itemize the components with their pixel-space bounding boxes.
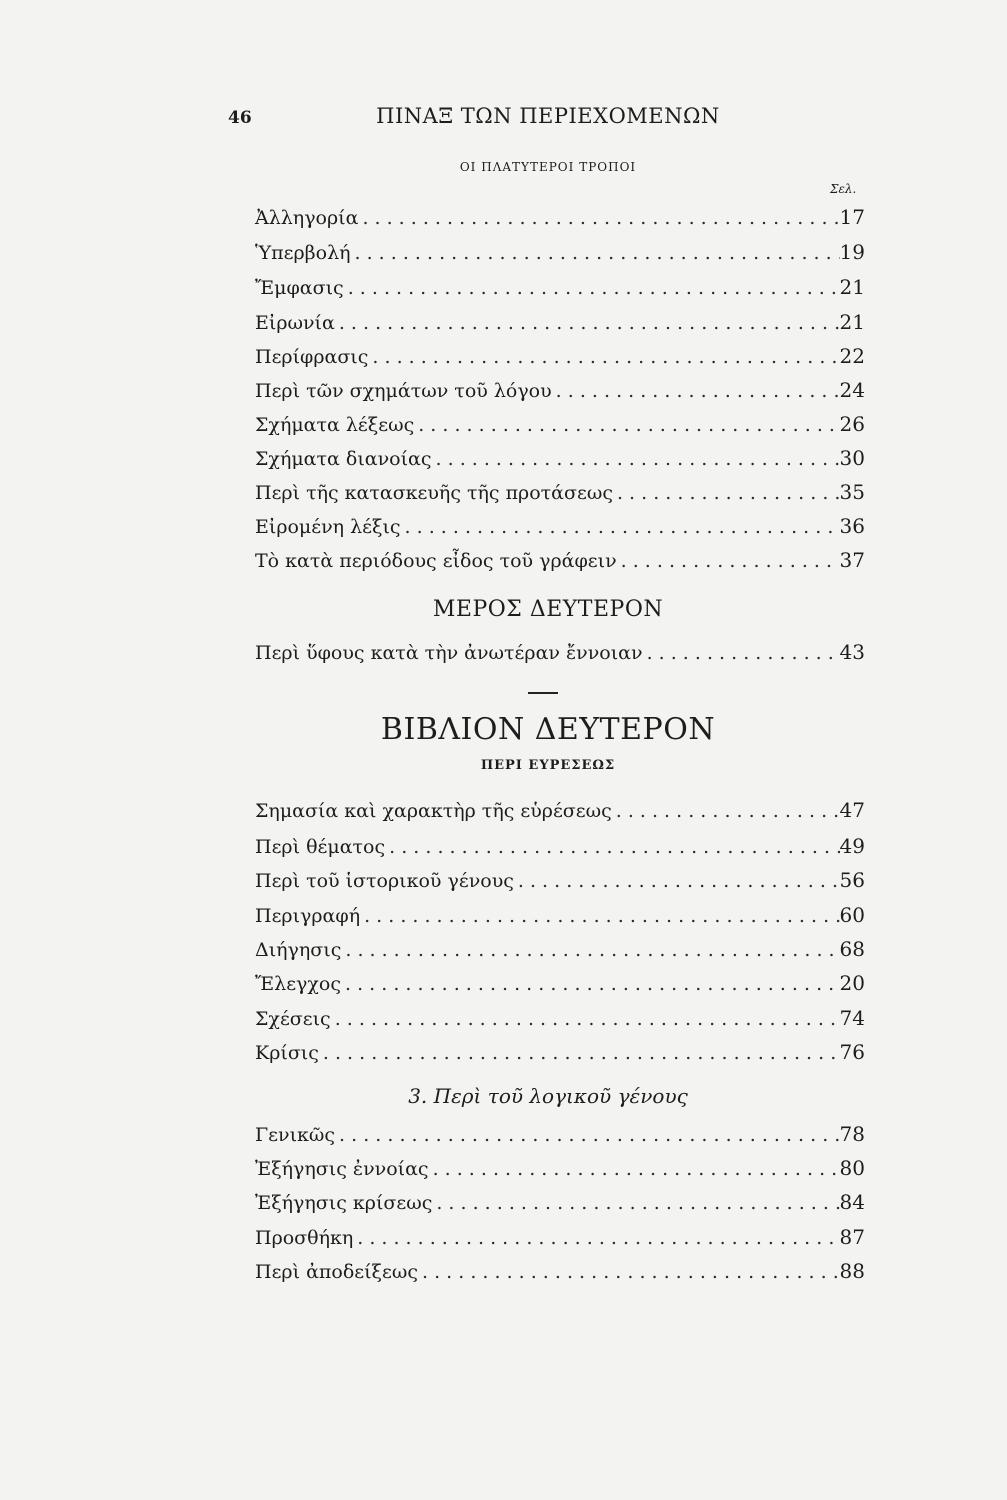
- toc-entry: Διήγησις . . . 68: [255, 937, 865, 967]
- heading-logiko-genos: 3. Περὶ τοῦ λογικοῦ γένους: [408, 1084, 688, 1108]
- toc-entry: Περὶ θέματος . . . 49: [255, 834, 865, 864]
- toc-entry: Ἐξήγησις κρίσεως . . . 84: [255, 1190, 865, 1220]
- toc-entry: Σημασία καὶ χαρακτὴρ τῆς εὑρέσεως . . . 47: [255, 798, 865, 828]
- separator-dash: [528, 692, 558, 694]
- toc-entry: Ἐξήγησις ἐννοίας . . . 80: [255, 1156, 865, 1186]
- toc-entry: Ἀλληγορία . . . 17: [255, 205, 865, 235]
- heading-meros-deuteron: ΜΕΡΟΣ ΔΕΥΤΕΡΟΝ: [432, 597, 664, 622]
- toc-entry: Περὶ τῆς κατασκευῆς τῆς προτάσεως . . . 35: [255, 480, 865, 510]
- toc-entry: Περὶ ὕφους κατὰ τὴν ἀνωτέραν ἔννοιαν . . . 43: [255, 640, 865, 670]
- toc-entry: Τὸ κατὰ περιόδους εἶδος τοῦ γράφειν . . . 37: [255, 548, 865, 578]
- toc-entry: Προσθήκη . . . 87: [255, 1225, 865, 1255]
- page-column-label: Σελ.: [830, 182, 857, 196]
- section-title-tropoi: ΟΙ ΠΛΑΤΥΤΕΡΟΙ ΤΡΟΠΟΙ: [459, 160, 637, 174]
- toc-entry: Κρίσις . . . 76: [255, 1040, 865, 1070]
- toc-entry: Εἰρωνία . . . 21: [255, 310, 865, 340]
- page-number: 46: [228, 108, 252, 128]
- toc-entry: Περὶ τοῦ ἱστορικοῦ γένους . . . 56: [255, 868, 865, 898]
- page-title: ΠΙΝΑΞ ΤΩΝ ΠΕΡΙΕΧΟΜΕΝΩΝ: [376, 104, 720, 128]
- toc-entry: Ἔλεγχος . . . 20: [255, 971, 865, 1001]
- running-header: [228, 104, 868, 134]
- heading-biblion-deuteron: ΒΙΒΛΙΟΝ ΔΕΥΤΕΡΟΝ: [380, 712, 716, 747]
- toc-entry: Ἔμφασις . . . 21: [255, 275, 865, 305]
- toc-entry: Σχήματα διανοίας . . . 30: [255, 446, 865, 476]
- toc-entry: Σχέσεις . . . 74: [255, 1006, 865, 1036]
- toc-entry: Περὶ τῶν σχημάτων τοῦ λόγου . . . 24: [255, 378, 865, 408]
- toc-entry: Ὑπερβολή . . . 19: [255, 240, 865, 270]
- toc-entry: Περιγραφή . . . 60: [255, 903, 865, 933]
- toc-entry: Εἰρομένη λέξις . . . 36: [255, 514, 865, 544]
- toc-entry: Περὶ ἀποδείξεως . . . 88: [255, 1259, 865, 1289]
- toc-entry: Γενικῶς . . . 78: [255, 1122, 865, 1152]
- subheading-peri-eureseos: ΠΕΡΙ ΕΥΡΕΣΕΩΣ: [480, 758, 616, 773]
- toc-entry: Σχήματα λέξεως . . . 26: [255, 412, 865, 442]
- toc-entry: Περίφρασις . . . 22: [255, 344, 865, 374]
